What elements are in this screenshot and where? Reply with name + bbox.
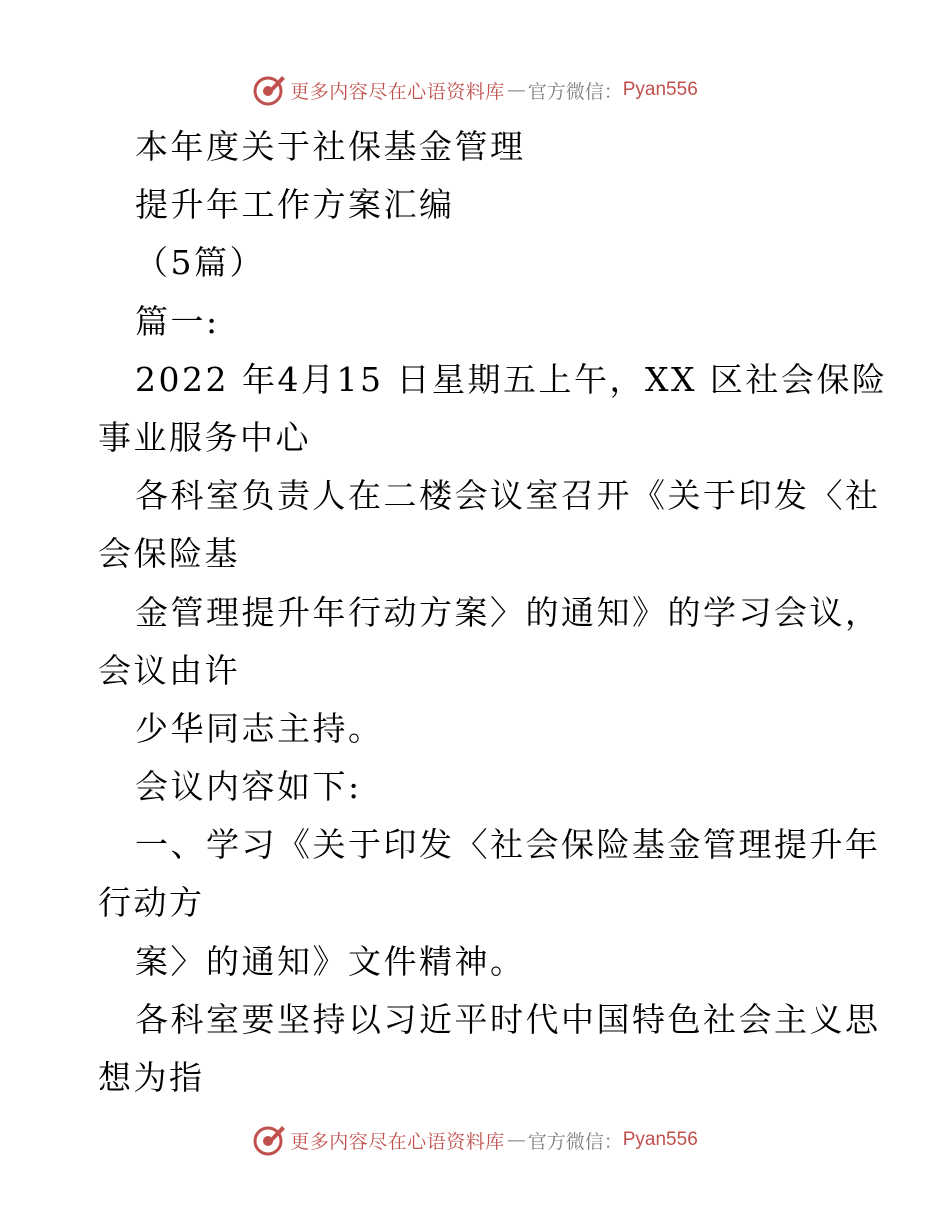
paragraph-line: 金管理提升年行动方案〉的通知》的学习会议， [135,592,881,632]
pen-logo-icon [252,73,286,107]
paragraph-line: 想为指 [98,1058,205,1097]
watermark-dash: — [506,79,526,101]
watermark-text: 更多内容尽在心语资料库 [290,1130,505,1153]
watermark-wechat-id: Pyan556 [622,79,698,100]
watermark-text: 更多内容尽在心语资料库 [290,80,505,103]
header-watermark [0,70,950,110]
paragraph-line: 案〉的通知》文件精神。 [135,941,526,981]
watermark-dash: — [506,1129,526,1151]
paragraph-line: 各科室要坚持以习近平时代中国特色社会主义思 [135,999,881,1039]
watermark-wechat-label: 官方微信： [527,1130,623,1153]
doc-title-line-1: 本年度关于社保基金管理 [135,127,526,166]
paragraph-line: 2022 年4月15 日星期五上午，XX 区社会保险 [135,359,888,399]
paragraph-line: 会议由许 [98,650,240,690]
footer-watermark [0,1120,950,1160]
paragraph-line: 一、学习《关于印发〈社会保险基金管理提升年 [135,825,881,865]
paragraph-line: 行动方 [98,883,205,923]
paragraph-line: 事业服务中心 [98,417,311,457]
paragraph-line: 会保险基 [98,534,240,574]
section-heading: 篇一: [135,301,220,341]
doc-title-line-2: 提升年工作方案汇编 [135,185,455,225]
paragraph-line: 各科室负责人在二楼会议室召开《关于印发〈社 [135,476,881,516]
document-body [98,118,888,1107]
watermark-wechat-label: 官方微信： [527,80,623,103]
watermark-wechat-id: Pyan556 [622,1129,698,1150]
paragraph-line: 少华同志主持。 [135,708,384,748]
pen-logo-icon [252,1123,286,1157]
doc-count: （5篇） [135,243,265,283]
paragraph-line: 会议内容如下: [135,767,362,807]
